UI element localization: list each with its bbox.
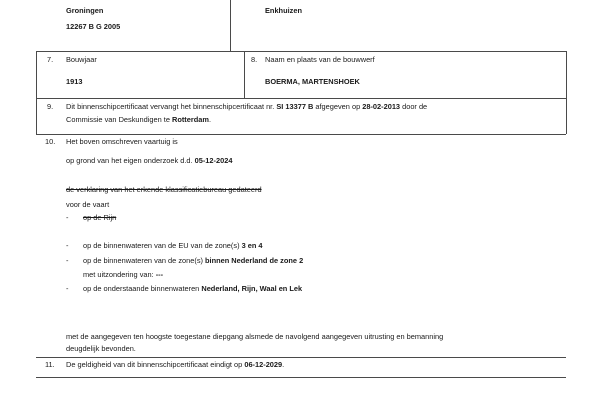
rule-row11-top bbox=[36, 357, 566, 358]
row10-struck-text: de verklaring van het erkende klassificatiebureau gedateerd bbox=[66, 185, 262, 194]
row9-line2 bbox=[66, 116, 211, 123]
row9-date: 28-02-2013 bbox=[362, 102, 401, 111]
row9-line2-end: . bbox=[208, 115, 212, 124]
row9-city: Rotterdam bbox=[171, 115, 209, 124]
row11-date: 06-12-2029 bbox=[244, 360, 283, 369]
row10-uitz-value: --- bbox=[155, 270, 164, 279]
rule-bottom bbox=[36, 377, 566, 378]
row10-diepgang-line1: met de aangegeven ten hoogste toegestane diepgang alsmede de navolgend aangegeven uitrusting en bemanning bbox=[66, 332, 444, 341]
row9-line2-text: Commissie van Deskundigen te bbox=[66, 115, 172, 124]
row10-line2-text: op grond van het eigen onderzoek d.d. bbox=[66, 156, 195, 165]
bullet-dash: - bbox=[66, 284, 69, 293]
row10-onder-text: op de onderstaande binnenwateren bbox=[83, 284, 202, 293]
rule-row9-top bbox=[36, 98, 566, 99]
top-right-line1: Enkhuizen bbox=[265, 6, 302, 15]
row9-text-a: Dit binnenschipcertificaat vervangt het binnenschipcertificaat nr. bbox=[66, 102, 277, 111]
row11-text bbox=[66, 361, 284, 368]
row11-text-a: De geldigheid van dit binnenschipcertificaat eindigt op bbox=[66, 360, 245, 369]
row9-text-c: door de bbox=[400, 102, 428, 111]
row10-onder-value: Nederland, Rijn, Waal en Lek bbox=[201, 284, 303, 293]
row10-eu-text: op de binnenwateren van de EU van de zone(s) bbox=[83, 241, 242, 250]
row10-eu-zone: 3 en 4 bbox=[241, 241, 263, 250]
top-left-line2: 12267 B G 2005 bbox=[66, 22, 121, 31]
row7-number: 7. bbox=[47, 55, 54, 64]
row8-right-border bbox=[566, 51, 567, 134]
row9-number: 9. bbox=[47, 102, 54, 111]
rule-row10-top bbox=[36, 134, 566, 135]
row9-text-b: afgegeven op bbox=[313, 102, 363, 111]
row10-zone-text: op de binnenwateren van de zone(s) bbox=[83, 256, 206, 265]
row10-uitz-text: met uitzondering van: bbox=[83, 270, 156, 279]
row10-zone bbox=[83, 257, 303, 264]
row7-value: 1913 bbox=[66, 77, 83, 86]
row10-diepgang-line2: deugdelijk bevonden. bbox=[66, 344, 136, 353]
row10-line1: Het boven omschreven vaartuig is bbox=[66, 137, 178, 146]
row10-number: 10. bbox=[45, 137, 56, 146]
top-divider bbox=[230, 0, 231, 51]
row7-left-border bbox=[36, 51, 37, 134]
bullet-dash: - bbox=[66, 256, 69, 265]
row10-rijn: op de Rijn bbox=[83, 213, 117, 222]
row9-cert-nr: SI 13377 B bbox=[276, 102, 314, 111]
row8-value: BOERMA, MARTENSHOEK bbox=[265, 77, 360, 86]
top-left-line1: Groningen bbox=[66, 6, 104, 15]
row11-end: . bbox=[282, 360, 285, 369]
row10-onderstaande bbox=[83, 285, 302, 292]
row11-number: 11. bbox=[45, 360, 55, 369]
bullet-dash: - bbox=[66, 241, 69, 250]
rule-top bbox=[36, 51, 566, 52]
row10-uitzondering bbox=[83, 271, 163, 278]
row10-zone-value: binnen Nederland de zone 2 bbox=[205, 256, 304, 265]
row8-number: 8. bbox=[251, 55, 258, 64]
row10-voor-de-vaart: voor de vaart bbox=[66, 200, 110, 209]
bullet-dash: - bbox=[66, 213, 69, 222]
row9-line1 bbox=[66, 103, 427, 110]
row10-onderzoek-date: 05-12-2024 bbox=[194, 156, 233, 165]
row10-line2 bbox=[66, 157, 232, 164]
row7-label: Bouwjaar bbox=[66, 55, 97, 64]
row10-eu-zones bbox=[83, 242, 263, 249]
row7-8-divider bbox=[244, 51, 245, 98]
row8-label: Naam en plaats van de bouwwerf bbox=[265, 55, 375, 64]
